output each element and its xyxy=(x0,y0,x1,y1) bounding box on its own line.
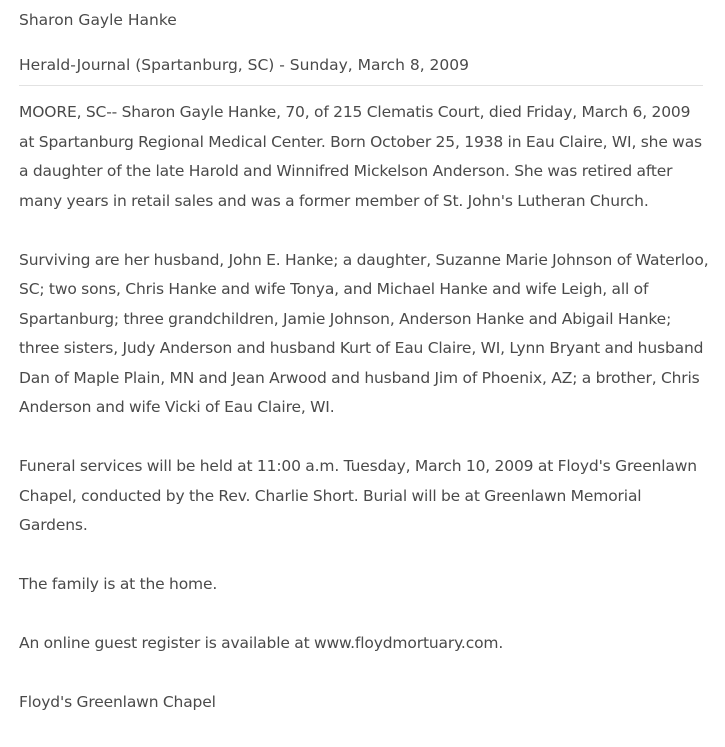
header-divider xyxy=(19,85,703,86)
obituary-body xyxy=(19,98,709,747)
paragraph-funeral-services: Funeral services will be held at 11:00 a.m. Tuesday, March 10, 2009 at Floyd's Greenlawn Chapel, conducted by the Rev. Charlie Short. Burial will be at Greenlawn Memorial Gardens. xyxy=(19,457,697,534)
deceased-name: Sharon Gayle Hanke xyxy=(19,11,177,29)
paragraph-family-location: The family is at the home. xyxy=(19,575,218,593)
paragraph-funeral-home: Floyd's Greenlawn Chapel xyxy=(19,693,216,711)
paragraph-survivors: Surviving are her husband, John E. Hanke; a daughter, Suzanne Marie Johnson of Waterloo, SC; two sons, Chris Hanke and wife Tonya, and Michael Hanke and wife Leigh, all of Spartanburg; three grandchildren, Jamie Johnson, Anderson Hanke and Abigail Hanke; three sisters, Judy Anderson and husband Kurt of Eau Claire, WI, Lynn Bryant and husband Dan of Maple Plain, MN and Jean Arwood and husband Jim of Phoenix, AZ; a brother, Chris Anderson and wife Vicki of Eau Claire, WI. xyxy=(19,250,709,416)
publication-source-line: Herald-Journal (Spartanburg, SC) - Sunday, March 8, 2009 xyxy=(19,56,469,74)
paragraph-death-notice: MOORE, SC-- Sharon Gayle Hanke, 70, of 215 Clematis Court, died Friday, March 6, 2009 at Spartanburg Regional Medical Center. Born October 25, 1938 in Eau Claire, WI, she was a daughter of the late Harold and Winnifred Mickelson Anderson. She was retired after many years in retail sales and was a former member of St. John's Lutheran Church. xyxy=(19,103,702,210)
paragraph-guest-register: An online guest register is available at www.floydmortuary.com. xyxy=(19,634,504,652)
